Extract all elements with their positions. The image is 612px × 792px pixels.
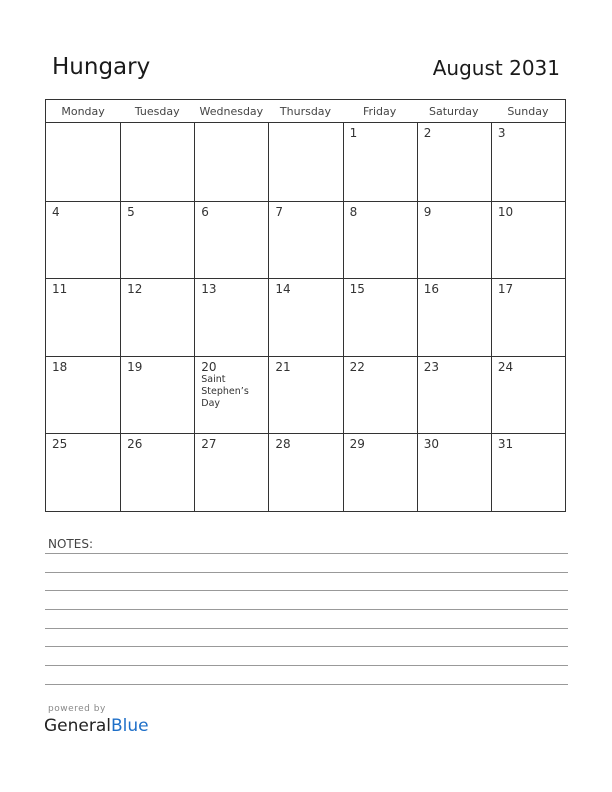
weekday-header: Saturday [417, 100, 491, 123]
day-number: 22 [349, 359, 365, 374]
day-number: 16 [423, 282, 439, 297]
note-line [45, 590, 568, 591]
note-line [45, 684, 568, 685]
day-cell [46, 433, 120, 511]
day-number: 15 [349, 282, 365, 297]
day-cell [417, 201, 491, 279]
note-line [45, 646, 568, 647]
weekday-header: Thursday [268, 100, 342, 123]
day-cell [194, 356, 268, 434]
day-cell [120, 356, 194, 434]
weekday-header: Wednesday [194, 100, 268, 123]
day-cell [194, 201, 268, 279]
day-cell [46, 278, 120, 356]
weekday-header: Sunday [491, 100, 565, 123]
day-cell [491, 278, 565, 356]
day-number: 11 [52, 282, 68, 297]
day-cell [120, 278, 194, 356]
day-number: 24 [497, 359, 514, 374]
day-cell [491, 123, 565, 201]
day-cell [491, 433, 565, 511]
day-cell [120, 433, 194, 511]
day-cell [491, 356, 565, 434]
weekday-header: Monday [46, 100, 120, 123]
powered-by-text: powered by [48, 704, 106, 714]
day-number: 4 [52, 204, 60, 219]
day-number: 9 [423, 204, 432, 219]
day-number: 21 [275, 359, 291, 374]
day-cell [46, 201, 120, 279]
note-line [45, 609, 568, 610]
day-cell [268, 356, 342, 434]
day-cell [46, 123, 120, 201]
day-cell [194, 433, 268, 511]
day-cell [120, 201, 194, 279]
day-cell [46, 356, 120, 434]
day-number: 23 [423, 359, 439, 374]
day-number: 6 [201, 204, 209, 219]
day-cell [343, 201, 417, 279]
day-number: 5 [127, 204, 135, 219]
day-number: 3 [497, 126, 506, 140]
day-number: 30 [423, 437, 439, 452]
day-number: 12 [127, 282, 143, 297]
day-number: 13 [201, 282, 217, 297]
brand-general: General [44, 716, 111, 736]
day-cell [491, 201, 565, 279]
day-number: 1 [349, 126, 358, 140]
day-number: 7 [275, 204, 284, 219]
day-cell [268, 123, 342, 201]
notes-label: NOTES: [48, 537, 93, 551]
day-number: 19 [127, 359, 143, 374]
day-number: 17 [497, 282, 514, 297]
weekday-header: Tuesday [120, 100, 194, 123]
day-cell [417, 123, 491, 201]
note-line [45, 553, 568, 554]
day-number: 2 [423, 126, 432, 140]
day-cell [343, 433, 417, 511]
day-number: 14 [275, 282, 291, 297]
day-cell [194, 278, 268, 356]
day-cell [417, 278, 491, 356]
day-cell [268, 433, 342, 511]
day-number: 28 [275, 437, 291, 452]
day-cell [343, 123, 417, 201]
day-cell [417, 433, 491, 511]
day-cell [120, 123, 194, 201]
country-title: Hungary [52, 54, 151, 80]
day-cell [343, 278, 417, 356]
day-number: 31 [497, 437, 514, 452]
day-number: 26 [127, 437, 143, 452]
note-line [45, 628, 568, 629]
day-cell [194, 123, 268, 201]
day-cell [268, 201, 342, 279]
calendar-grid [45, 99, 566, 512]
day-cell [268, 278, 342, 356]
generalblue-logo [44, 716, 149, 736]
day-cell [343, 356, 417, 434]
day-number: 20 [201, 359, 217, 374]
holiday-label: Saint Stephen’s Day [201, 373, 249, 409]
brand-blue: Blue [111, 716, 149, 736]
day-cell [417, 356, 491, 434]
month-title: August 2031 [432, 56, 560, 80]
note-line [45, 665, 568, 666]
day-number: 10 [497, 204, 514, 219]
day-number: 29 [349, 437, 365, 452]
day-number: 27 [201, 437, 217, 452]
day-number: 25 [52, 437, 68, 452]
weekday-header: Friday [343, 100, 417, 123]
note-line [45, 572, 568, 573]
day-number: 18 [52, 359, 68, 374]
day-number: 8 [349, 204, 358, 219]
